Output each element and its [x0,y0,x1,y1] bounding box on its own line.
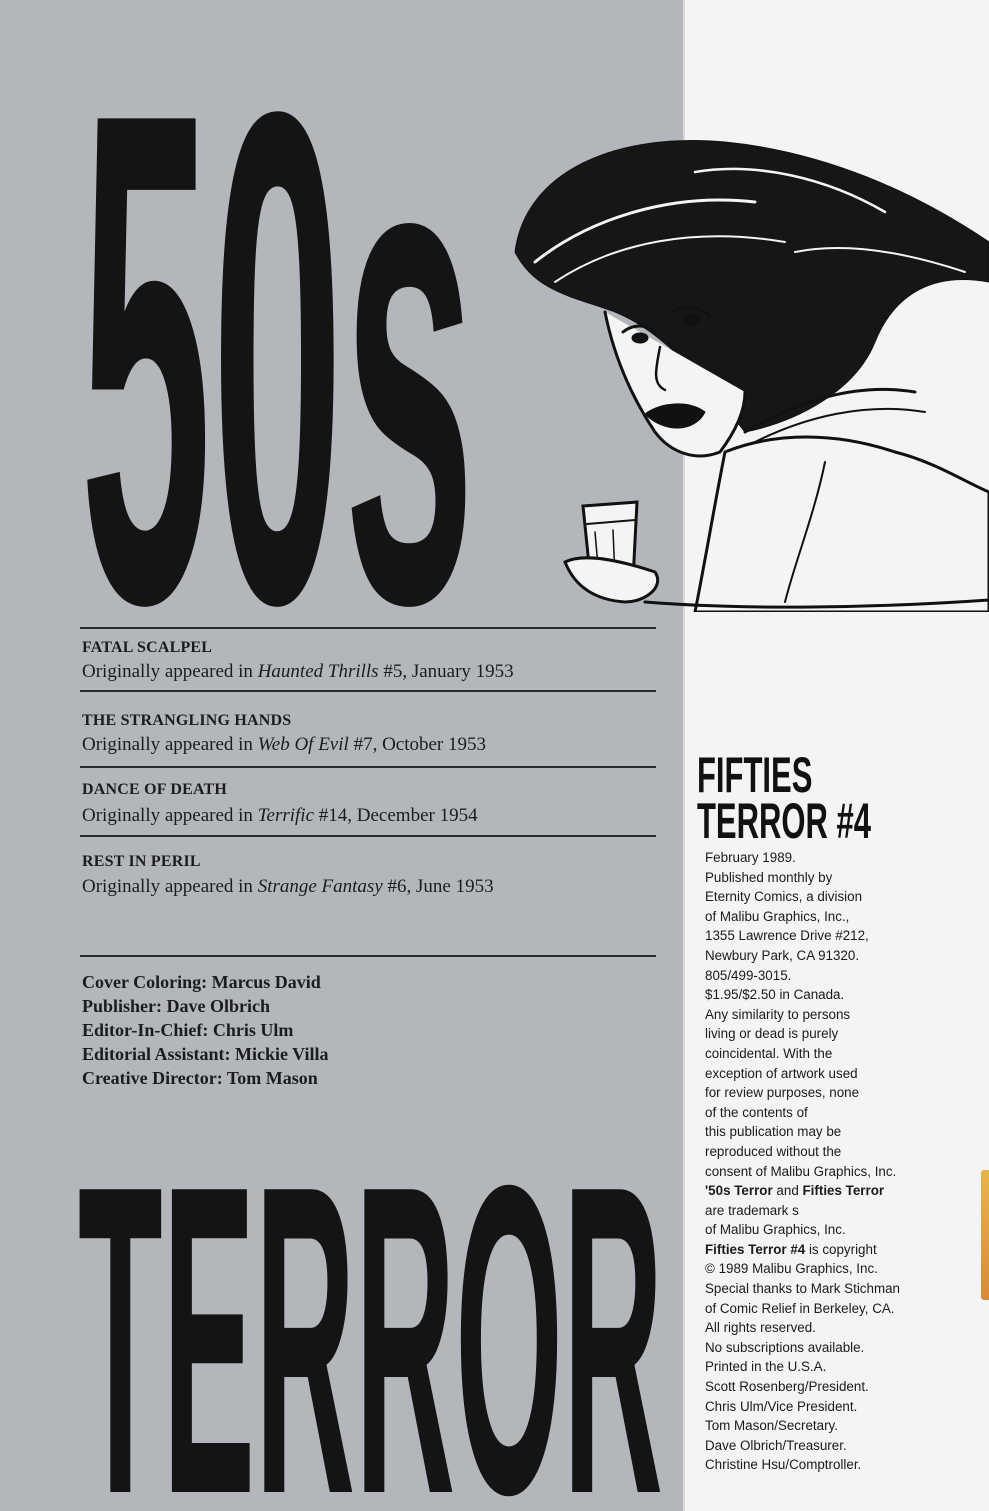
indicia-line: of Malibu Graphics, Inc., [705,908,850,924]
title-50s-logo [80,40,480,612]
page-edge-tab [981,1170,989,1300]
copyright-line: Fifties Terror #4 is copyright [705,1241,877,1257]
credit-line: Creative Director: Tom Mason [82,1068,318,1088]
indicia-line: consent of Malibu Graphics, Inc. [705,1163,897,1179]
story-title: FATAL SCALPEL [82,639,213,656]
indicia-line: Special thanks to Mark Stichman [705,1281,900,1297]
indicia-line: © 1989 Malibu Graphics, Inc. [705,1261,878,1277]
issue-title [697,747,978,849]
divider-rule [80,835,656,837]
credit-line: Publisher: Dave Olbrich [82,996,270,1016]
story-title: DANCE OF DEATH [82,781,228,798]
indicia-line: reproduced without the [705,1143,842,1159]
indicia-line: Tom Mason/Secretary. [705,1418,838,1434]
indicia-line: No subscriptions available. [705,1339,865,1355]
story-origin: Originally appeared in Web Of Evil #7, October 1953 [82,734,487,755]
credit-line: Editorial Assistant: Mickie Villa [82,1044,329,1064]
indicia-block [705,848,983,1475]
indicia-line: Christine Hsu/Comptroller. [705,1457,862,1473]
indicia-line: are trademark s [705,1202,799,1218]
title-50s-text: 50s [80,40,475,612]
indicia-line: Printed in the U.S.A. [705,1359,827,1375]
indicia-line: February 1989. [705,850,796,865]
credit-line: Cover Coloring: Marcus David [82,972,321,992]
indicia-line: 1355 Lawrence Drive #212, [705,928,869,944]
credit-line: Editor-In-Chief: Chris Ulm [82,1020,294,1040]
indicia-line: Eternity Comics, a division [705,889,863,905]
issue-title-line2: TERROR #4 [697,793,871,849]
indicia-line: coincidental. With the [705,1045,833,1061]
indicia-line: Published monthly by [705,869,833,885]
trademark-line: '50s Terror and Fifties Terror [705,1183,885,1199]
story-title: REST IN PERIL [82,853,201,870]
indicia-line: All rights reserved. [705,1320,816,1336]
indicia-line: Any similarity to persons [705,1006,851,1022]
credits-block [82,970,329,1090]
story-origin: Originally appeared in Haunted Thrills #5, January 1953 [82,661,514,682]
indicia-line: Newbury Park, CA 91320. [705,947,860,963]
divider-rule [80,627,656,629]
title-terror-logo [78,1140,668,1502]
story-origin: Originally appeared in Terrific #14, December 1954 [82,805,478,826]
indicia-line: 805/499-3015. [705,967,792,983]
issue-title-line1: FIFTIES [697,747,813,803]
indicia-line: Dave Olbrich/Treasurer. [705,1437,847,1453]
indicia-line: living or dead is purely [705,1026,839,1042]
divider-rule [80,690,656,692]
indicia-line: of the contents of [705,1104,808,1120]
indicia-line: of Malibu Graphics, Inc. [705,1222,846,1238]
divider-rule [80,766,656,768]
indicia-line: this publication may be [705,1124,842,1140]
story-origin: Originally appeared in Strange Fantasy #6, June 1953 [82,876,494,897]
indicia-line: Scott Rosenberg/President. [705,1379,869,1395]
story-title: THE STRANGLING HANDS [82,712,292,729]
woman-illustration [495,132,989,612]
indicia-line: Chris Ulm/Vice President. [705,1398,858,1414]
indicia-line: $1.95/$2.50 in Canada. [705,987,845,1003]
indicia-line: for review purposes, none [705,1085,860,1101]
title-terror-text: TERROR [78,1140,663,1502]
divider-rule [80,955,656,957]
indicia-line: of Comic Relief in Berkeley, CA. [705,1300,895,1316]
indicia-line: exception of artwork used [705,1065,858,1081]
